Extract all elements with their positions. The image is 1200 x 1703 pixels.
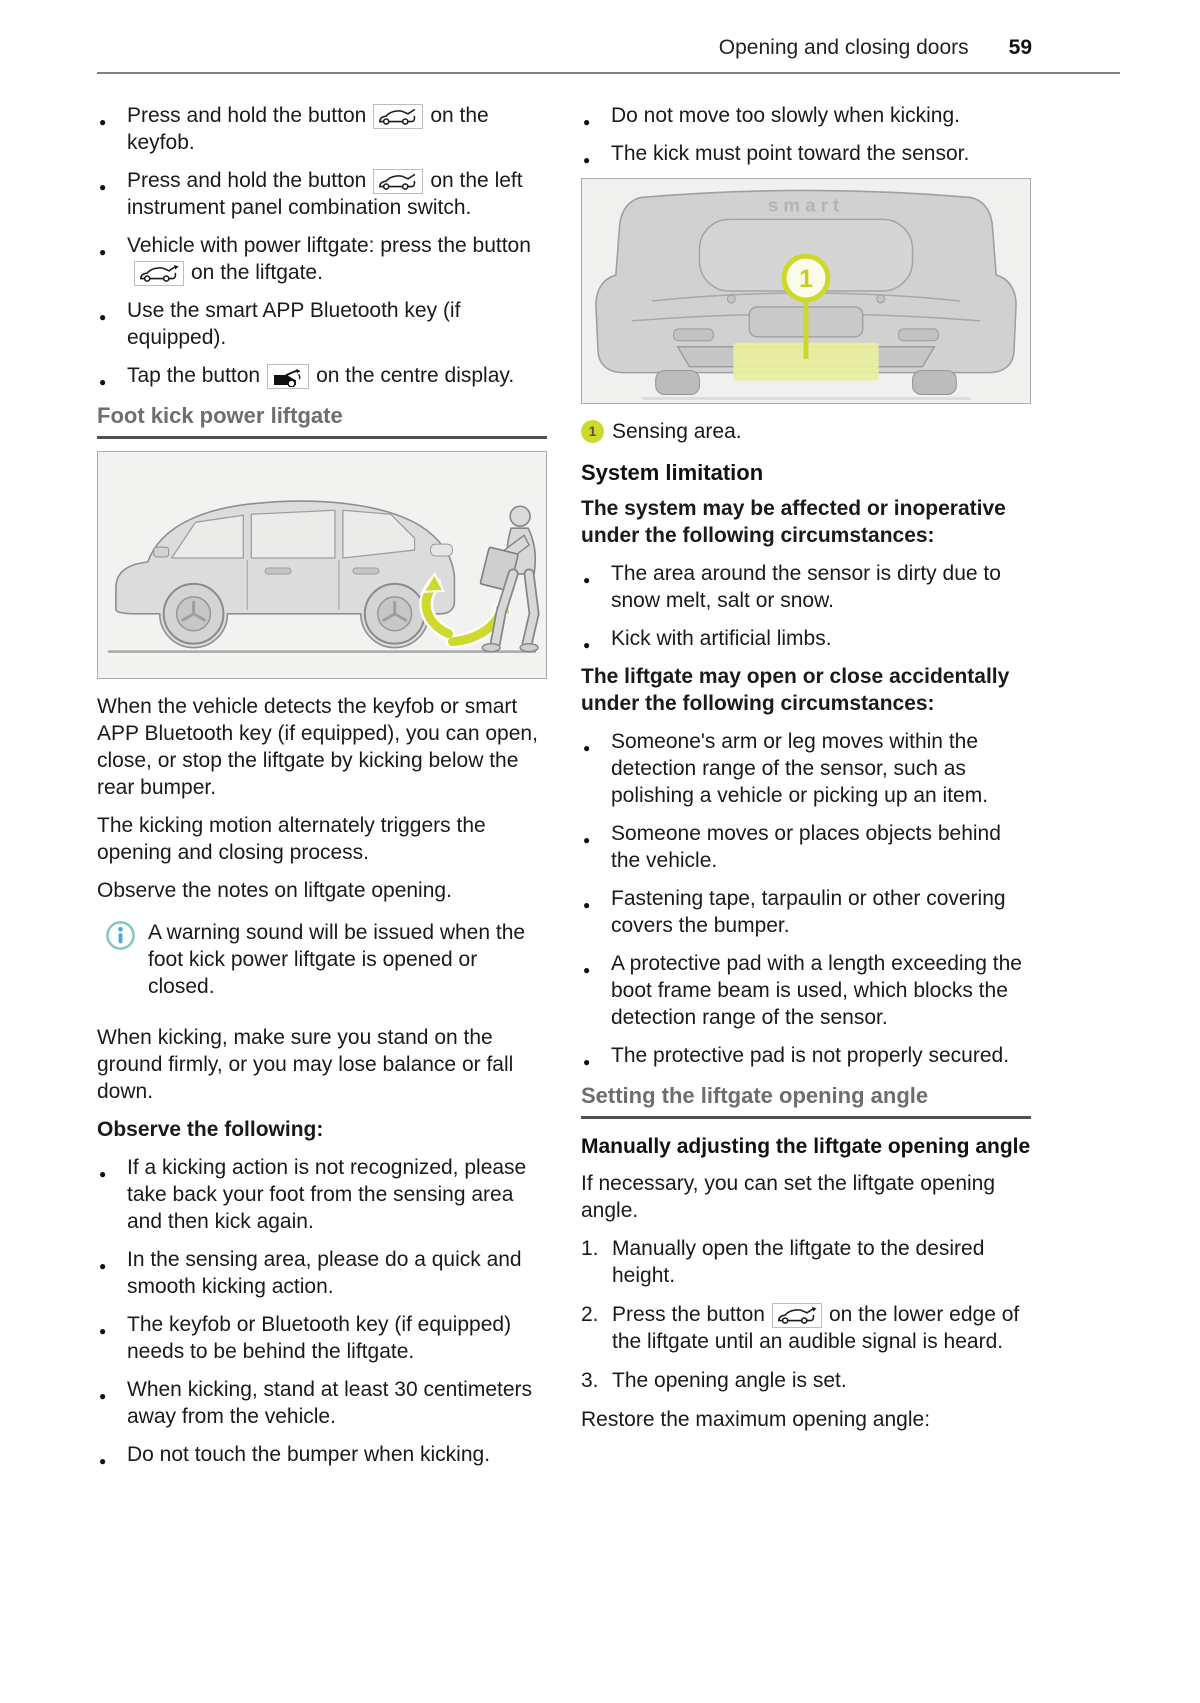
car-liftgate-open-arrow-icon: [772, 1303, 822, 1328]
list-item-text: When kicking, stand at least 30 centimeters away from the vehicle.: [127, 1378, 533, 1428]
brand-label: smart: [767, 195, 845, 217]
list-item-text: on the centre display.: [316, 364, 515, 387]
list-item-text: on the left instrument panel combination switch.: [127, 169, 523, 219]
step-number: 1.: [581, 1237, 599, 1260]
list-item: [581, 102, 1031, 129]
paragraph: If necessary, you can set the liftgate opening angle.: [581, 1172, 996, 1222]
system-limitation-heading: System limitation: [581, 460, 764, 485]
step-number: 2.: [581, 1303, 599, 1326]
accidental-lead: The liftgate may open or close accidentally under the following circumstances:: [581, 665, 1010, 715]
list-item: [581, 140, 1031, 167]
manual-adjust-heading: Manually adjusting the liftgate opening angle: [581, 1135, 1031, 1158]
marker-1-label: 1: [799, 265, 813, 294]
affected-lead: The system may be affected or inoperative under the following circumstances:: [581, 497, 1006, 547]
list-item-text: Fastening tape, tarpaulin or other covering covers the bumper.: [611, 887, 1006, 937]
list-item-text: Vehicle with power liftgate: press the button: [127, 234, 531, 257]
list-item-text: on the liftgate.: [191, 261, 323, 284]
header-rule: [97, 72, 1120, 74]
list-item-text: If a kicking action is not recognized, please take back your foot from the sensing area and then kick again.: [127, 1156, 527, 1233]
header-title: Opening and closing doors: [718, 36, 969, 59]
list-item: [97, 1376, 547, 1430]
restore-text: Restore the maximum opening angle:: [581, 1408, 931, 1431]
list-item: [97, 1441, 547, 1468]
section-rule: [97, 436, 547, 439]
list-item-text: The keyfob or Bluetooth key (if equipped) needs to be behind the liftgate.: [127, 1313, 512, 1363]
list-item-text: Do not move too slowly when kicking.: [611, 104, 960, 127]
step-text: Manually open the liftgate to the desired height.: [612, 1237, 985, 1287]
list-item-text: Press and hold the button: [127, 104, 367, 127]
paragraph: Observe the notes on liftgate opening.: [97, 879, 452, 902]
list-item: [97, 232, 547, 286]
list-item-text: Press and hold the button: [127, 169, 367, 192]
section-heading-foot-kick: Foot kick power liftgate: [97, 403, 343, 428]
open-methods-list: [97, 102, 547, 389]
list-item-text: on the keyfob.: [127, 104, 489, 154]
list-item: [97, 1154, 547, 1235]
step-item: [581, 1301, 1031, 1355]
step-text: Press the button: [612, 1303, 765, 1326]
page-header: [97, 36, 1120, 60]
list-item: [581, 560, 1031, 614]
list-item-text: The area around the sensor is dirty due to snow melt, salt or snow.: [611, 562, 1001, 612]
step-number: 3.: [581, 1369, 599, 1392]
info-note-text: A warning sound will be issued when the foot kick power liftgate is opened or closed.: [148, 921, 526, 998]
list-item-text: The protective pad is not properly secured.: [611, 1044, 1010, 1067]
list-item-text: In the sensing area, please do a quick and smooth kicking action.: [127, 1248, 522, 1298]
list-item-text: Someone's arm or leg moves within the detection range of the sensor, such as polishing a vehicle or picking up an item.: [611, 730, 989, 807]
info-note: [97, 919, 547, 1000]
observe-list: [97, 1154, 547, 1468]
list-item: [581, 625, 1031, 652]
section-heading-setting-angle: Setting the liftgate opening angle: [581, 1083, 929, 1108]
list-item: [581, 950, 1031, 1031]
paragraph: When kicking, make sure you stand on the ground firmly, or you may lose balance or fall down.: [97, 1026, 514, 1103]
list-item: [97, 1246, 547, 1300]
list-item-text: Use the smart APP Bluetooth key (if equipped).: [127, 299, 461, 349]
list-item: [97, 167, 547, 221]
section-rule: [581, 1116, 1031, 1119]
paragraph: The kicking motion alternately triggers the opening and closing process.: [97, 814, 486, 864]
paragraph: When the vehicle detects the keyfob or smart APP Bluetooth key (if equipped), you can open, close, or stop the liftgate by kicking below the rear bumper.: [97, 695, 538, 799]
list-item: [97, 1311, 547, 1365]
step-item: [581, 1367, 1031, 1394]
list-item: [581, 1042, 1031, 1069]
adjust-steps-list: [581, 1235, 1031, 1394]
car-liftgate-open-arrow-icon: [134, 261, 184, 286]
info-icon: [105, 919, 137, 1000]
figure-caption: [581, 418, 1031, 445]
observe-heading: Observe the following:: [97, 1118, 324, 1141]
step-text: on the lower edge of the liftgate until an audible signal is heard.: [612, 1303, 1020, 1353]
list-item-text: The kick must point toward the sensor.: [611, 142, 970, 165]
list-item: [97, 297, 547, 351]
car-liftgate-open-icon: [373, 104, 423, 129]
marker-1-badge: 1: [581, 420, 604, 443]
right-column: [581, 102, 1031, 1479]
list-item: [581, 885, 1031, 939]
list-item-text: A protective pad with a length exceeding the boot frame beam is used, which blocks the detection range of the sensor.: [611, 952, 1022, 1029]
affected-list: [581, 560, 1031, 652]
page-number: 59: [1008, 36, 1032, 59]
list-item-text: Someone moves or places objects behind the vehicle.: [611, 822, 1001, 872]
caption-text: Sensing area.: [612, 420, 742, 443]
list-item-text: Kick with artificial limbs.: [611, 627, 832, 650]
list-item: [97, 102, 547, 156]
list-item: [581, 728, 1031, 809]
list-item-text: Do not touch the bumper when kicking.: [127, 1443, 491, 1466]
list-item: [97, 362, 547, 389]
list-item: [581, 820, 1031, 874]
kick-tips-list: [581, 102, 1031, 167]
boot-open-display-icon: [267, 364, 309, 389]
list-item-text: Tap the button: [127, 364, 261, 387]
car-liftgate-open-icon: [373, 169, 423, 194]
left-column: [97, 102, 547, 1479]
step-text: The opening angle is set.: [612, 1369, 847, 1392]
step-item: [581, 1235, 1031, 1289]
accidental-list: [581, 728, 1031, 1069]
figure-foot-kick-illustration: [97, 451, 547, 679]
two-column-layout: [97, 102, 1120, 1479]
figure-sensing-area: [581, 178, 1031, 404]
